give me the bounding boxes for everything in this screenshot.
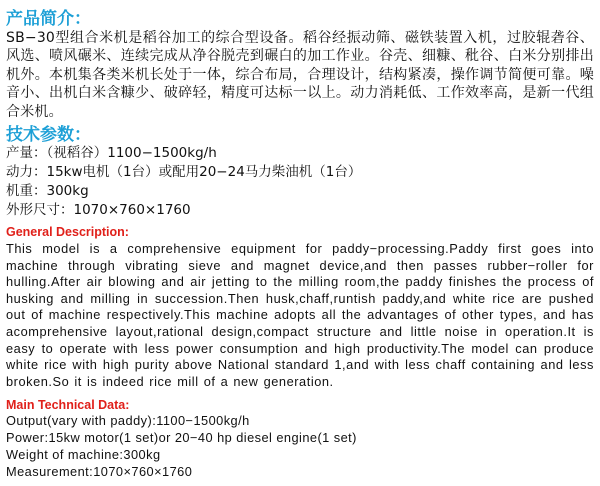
tech-param-power: 动力：15kw电机（1台）或配用20−24马力柴油机（1台） [6,164,362,180]
main-technical-data-heading: Main Technical Data: [6,398,130,412]
general-description-text: This model is a comprehensive equipment for paddy−processing.Paddy first goes into machine through vibrating sieve and magnet device,and then passes rubber−roller for hulling.After air blowing and air jetting to the milling room,the paddy finishes the process of husking and milling in succession.Then husk,chaff,runtish paddy,and white rice are pushed out of machine respectively.This machine adopts all the advantages of other types, and has acomprehensive layout,rational design,compact structure and little noise in operation.It is easy to operate with less power consumption and high productivity.The model can produce white rice with high purity above National standard 1,and with less chaff containing and less broken.So it is indeed rice mill of a new generation. [6,241,594,389]
general-description-heading: General Description: [6,225,129,239]
tech-data-power: Power:15kw motor(1 set)or 20−40 hp diesel engine(1 set) [6,430,357,445]
tech-data-weight: Weight of machine:300kg [6,447,161,462]
product-intro-text: SB−30型组合米机是稻谷加工的综合型设备。稻谷经振动筛、磁铁装置入机，过胶辊砻谷、风选、喷风碾米、连续完成从净谷脱壳到碾白的加工作业。谷壳、细糠、秕谷、白米分别排出机外。本机集各类米机长处于一体，综合布局，合理设计，结构紧凑，操作调节简便可靠。噪音小、出机白米含糠少、破碎轻，精度可达标一以上。动力消耗低、工作效率高，是新一代组合米机。 [6,30,594,120]
tech-param-output: 产量：（视稻谷）1100−1500kg/h [6,145,217,161]
tech-param-weight: 机重：300kg [6,183,89,199]
tech-param-dimensions: 外形尺寸：1070×760×1760 [6,202,191,218]
product-intro-heading: 产品简介： [6,9,91,29]
tech-data-measurement: Measurement:1070×760×1760 [6,464,193,479]
tech-params-heading: 技术参数： [6,125,91,145]
tech-data-output: Output(vary with paddy):1100−1500kg/h [6,413,250,428]
